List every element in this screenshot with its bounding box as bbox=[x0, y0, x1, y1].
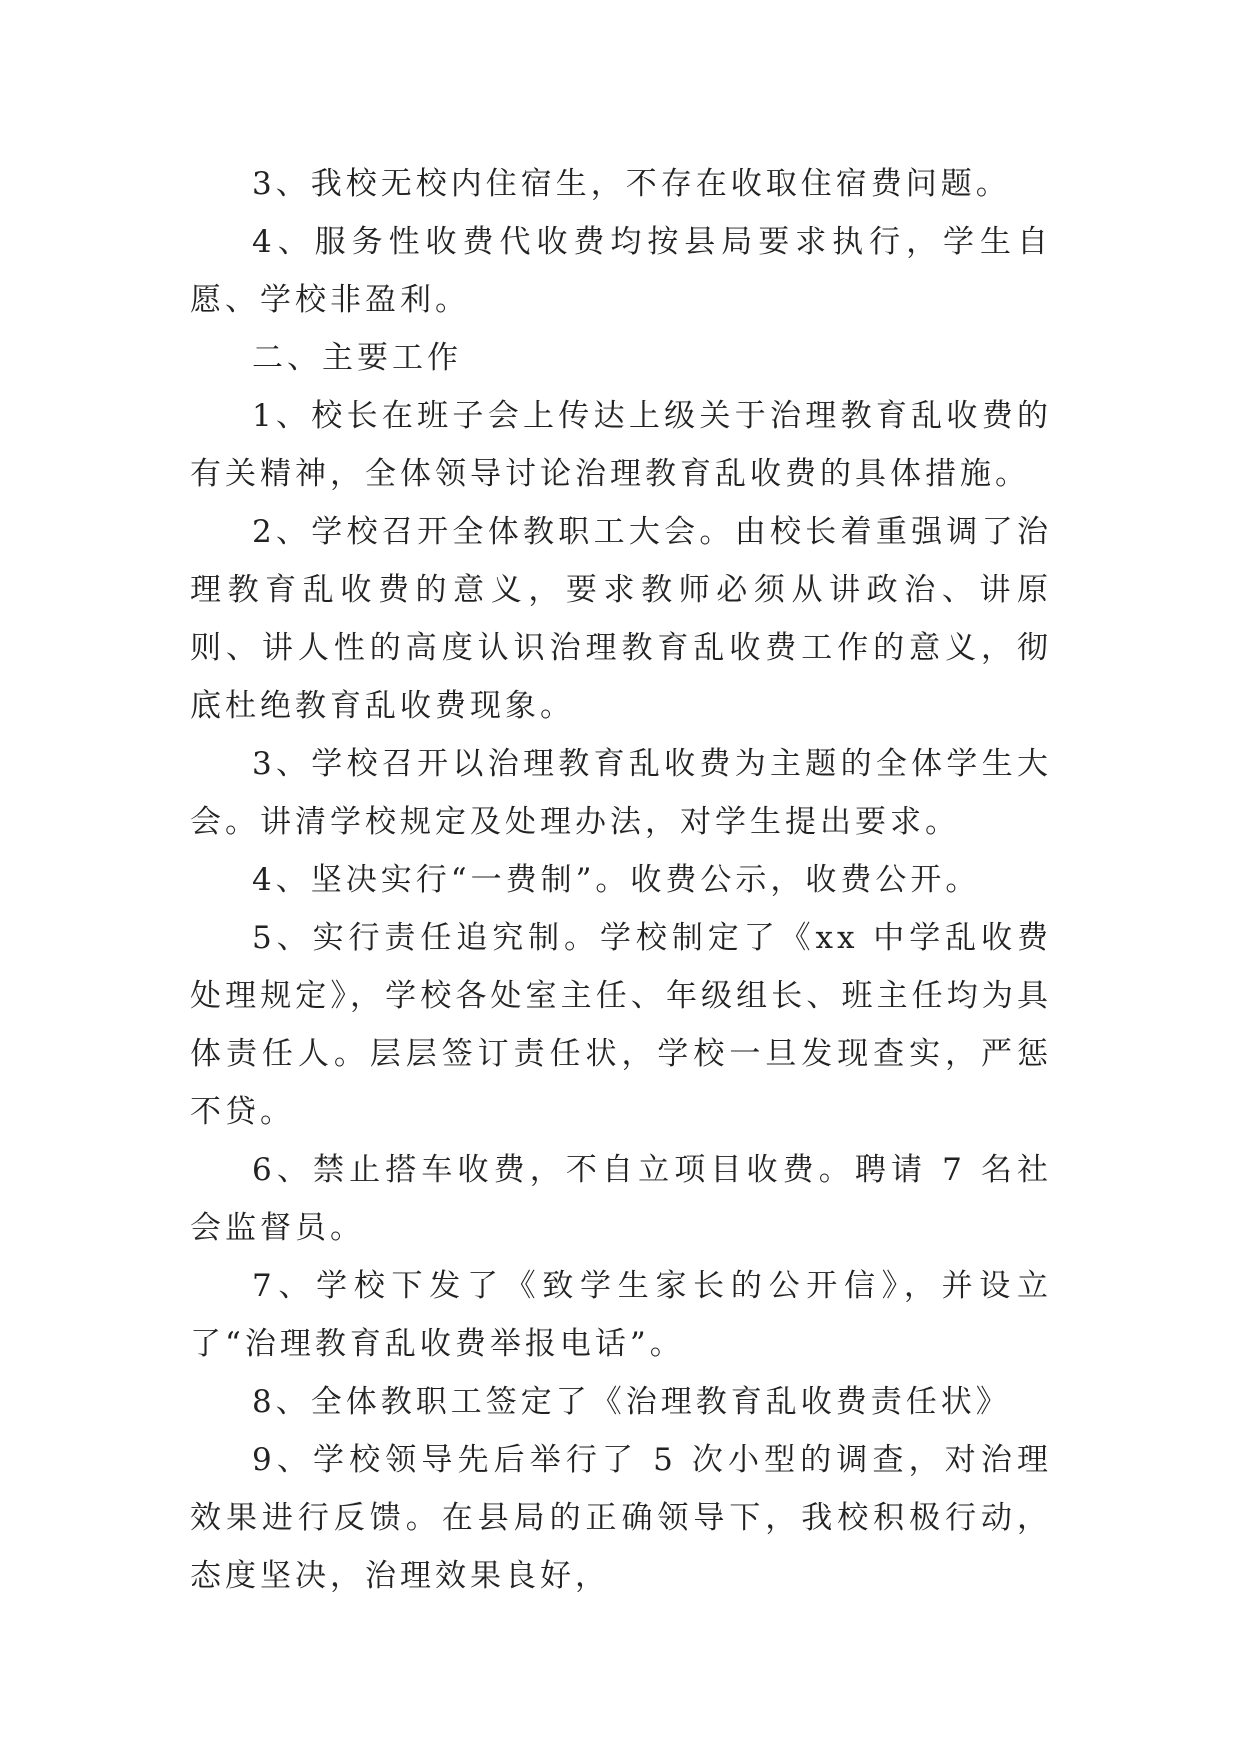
paragraph-supervisors: 6、禁止搭车收费，不自立项目收费。聘请 7 名社会监督员。 bbox=[190, 1152, 1052, 1246]
paragraph-responsibility-pledge: 8、全体教职工签定了《治理教育乱收费责任状》 bbox=[252, 1384, 1011, 1420]
paragraph-one-fee-system: 4、坚决实行“一费制”。收费公示，收费公开。 bbox=[252, 862, 981, 898]
section-heading-main-work: 二、主要工作 bbox=[252, 340, 462, 376]
paragraph-accountability: 5、实行责任追究制。学校制定了《xx 中学乱收费处理规定》，学校各处室主任、年级组长、班主任均为具体责任人。层层签订责任状，学校一旦发现查实，严惩不贷。 bbox=[190, 920, 1052, 1130]
paragraph-principal-meeting: 1、校长在班子会上传达上级关于治理教育乱收费的有关精神，全体领导讨论治理教育乱收费的具体措施。 bbox=[190, 398, 1052, 492]
paragraph-no-boarding-fee: 3、我校无校内住宿生，不存在收取住宿费问题。 bbox=[252, 166, 1011, 202]
paragraph-staff-assembly: 2、学校召开全体教职工大会。由校长着重强调了治理教育乱收费的意义，要求教师必须从讲政治、讲原则、讲人性的高度认识治理教育乱收费工作的意义，彻底杜绝教育乱收费现象。 bbox=[190, 514, 1052, 724]
paragraph-open-letter: 7、学校下发了《致学生家长的公开信》，并设立了“治理教育乱收费举报电话”。 bbox=[190, 1268, 1052, 1362]
document-body bbox=[190, 155, 1052, 1605]
paragraph-service-fees: 4、服务性收费代收费均按县局要求执行，学生自愿、学校非盈利。 bbox=[190, 224, 1052, 318]
paragraph-student-assembly: 3、学校召开以治理教育乱收费为主题的全体学生大会。讲清学校规定及处理办法，对学生提出要求。 bbox=[190, 746, 1052, 840]
paragraph-surveys-feedback: 9、学校领导先后举行了 5 次小型的调查，对治理效果进行反馈。在县局的正确领导下，我校积极行动，态度坚决，治理效果良好， bbox=[190, 1442, 1052, 1594]
